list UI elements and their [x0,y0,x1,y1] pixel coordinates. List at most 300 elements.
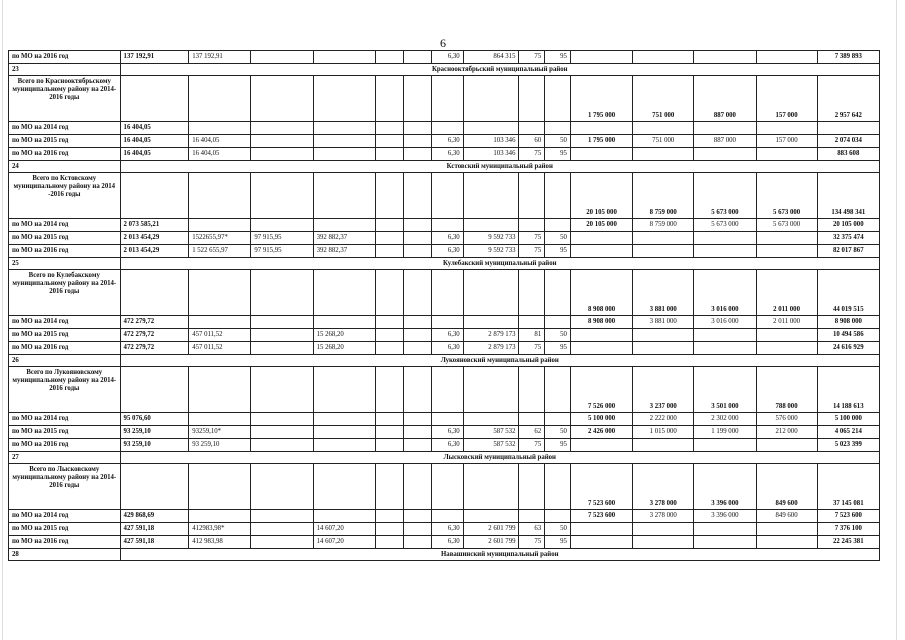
value-cell [756,232,817,245]
value-cell [251,329,313,342]
value-cell: 50 [545,426,571,439]
value-cell [403,316,431,329]
value-cell: 2 073 585,21 [120,219,189,232]
value-cell [313,510,375,523]
value-cell: 6,30 [431,135,463,148]
value-cell [251,219,313,232]
value-cell [120,464,189,510]
value-cell: 849 600 [756,510,817,523]
value-cell [519,270,545,316]
value-cell: 3 501 000 [694,367,756,413]
value-cell: 864 315 [463,51,519,64]
value-cell [570,536,632,549]
section-number: 26 [9,355,121,367]
value-cell [633,342,694,355]
value-cell [431,219,463,232]
value-cell: 1 795 000 [570,135,632,148]
value-cell: 2 013 454,29 [120,245,189,258]
row-total-cell: 24 616 929 [817,342,879,355]
value-cell: 95 076,60 [120,413,189,426]
value-cell [694,342,756,355]
value-cell [694,439,756,452]
value-cell [189,270,251,316]
value-cell: 2 426 000 [570,426,632,439]
value-cell: 5 673 000 [756,219,817,232]
value-cell [545,219,571,232]
value-cell [189,464,251,510]
value-cell: 2 222 000 [633,413,694,426]
value-cell: 95 [545,245,571,258]
section-header-row [9,64,880,76]
value-cell [545,122,571,135]
value-cell [375,232,403,245]
row-label: по МО на 2014 год [9,219,121,232]
value-cell [375,270,403,316]
value-cell: 95 [545,439,571,452]
table-row [9,135,880,148]
section-header-row [9,258,880,270]
table-row [9,148,880,161]
value-cell [545,316,571,329]
value-cell: 75 [519,148,545,161]
value-cell [570,122,632,135]
value-cell: 97 915,95 [251,232,313,245]
value-cell: 1 795 000 [570,76,632,122]
value-cell [633,51,694,64]
value-cell [431,413,463,426]
value-cell: 1 522 655,97 [189,245,251,258]
value-cell: 1 199 000 [694,426,756,439]
value-cell [375,135,403,148]
value-cell [375,148,403,161]
value-cell [120,270,189,316]
row-label: Всего по Кстовскому муниципальному району на 2014 -2016 годы [9,173,121,219]
value-cell: 3 237 000 [633,367,694,413]
value-cell: 5 100 000 [570,413,632,426]
row-label: Всего по Лукояновскому муниципальному району на 2014-2016 годы [9,367,121,413]
value-cell [519,367,545,413]
budget-table [8,50,880,561]
value-cell: 3 016 000 [694,316,756,329]
value-cell: 20 105 000 [570,219,632,232]
value-cell [403,536,431,549]
value-cell: 8 908 000 [570,270,632,316]
value-cell: 62 [519,426,545,439]
value-cell [570,342,632,355]
section-title: Лысковский муниципальный район [120,452,879,464]
value-cell: 7 523 600 [570,510,632,523]
row-total-cell: 37 145 081 [817,464,879,510]
value-cell [694,329,756,342]
value-cell [375,316,403,329]
row-total-cell: 32 375 474 [817,232,879,245]
row-total-cell: 20 105 000 [817,219,879,232]
value-cell: 3 881 000 [633,316,694,329]
value-cell: 75 [519,342,545,355]
value-cell [694,536,756,549]
budget-table-container [8,50,880,561]
row-label: по МО на 2016 год [9,148,121,161]
value-cell: 427 591,18 [120,523,189,536]
value-cell [633,523,694,536]
value-cell [463,367,519,413]
row-label: по МО на 2015 год [9,329,121,342]
value-cell [189,367,251,413]
value-cell [694,148,756,161]
value-cell: 93259,10* [189,426,251,439]
value-cell [403,510,431,523]
value-cell [251,439,313,452]
row-total-cell: 5 023 399 [817,439,879,452]
value-cell: 3 396 000 [694,510,756,523]
value-cell [189,510,251,523]
value-cell [189,122,251,135]
value-cell [189,76,251,122]
value-cell: 3 016 000 [694,270,756,316]
row-total-cell: 134 498 341 [817,173,879,219]
value-cell: 6,30 [431,523,463,536]
value-cell: 50 [545,329,571,342]
table-row [9,51,880,64]
value-cell: 5 673 000 [694,219,756,232]
value-cell [519,413,545,426]
value-cell: 93 259,10 [189,439,251,452]
value-cell [313,135,375,148]
value-cell: 9 592 733 [463,232,519,245]
section-title: Лукояновский муниципальный район [120,355,879,367]
value-cell [633,536,694,549]
row-total-cell [817,122,879,135]
section-title: Кулебакский муниципальный район [120,258,879,270]
value-cell: 587 532 [463,426,519,439]
value-cell [519,464,545,510]
row-label: по МО на 2015 год [9,232,121,245]
value-cell [251,51,313,64]
value-cell [313,439,375,452]
table-row [9,219,880,232]
value-cell [403,523,431,536]
value-cell: 93 259,10 [120,439,189,452]
table-row [9,342,880,355]
value-cell [375,367,403,413]
value-cell [251,270,313,316]
value-cell [694,122,756,135]
value-cell [519,316,545,329]
value-cell [251,367,313,413]
value-cell [313,76,375,122]
value-cell [313,219,375,232]
value-cell: 14 607,20 [313,536,375,549]
table-body [9,51,880,561]
district-total-row [9,464,880,510]
row-label: по МО на 2014 год [9,316,121,329]
value-cell: 427 591,18 [120,536,189,549]
value-cell [431,367,463,413]
value-cell: 412983,98* [189,523,251,536]
value-cell [403,232,431,245]
value-cell [545,413,571,426]
value-cell [375,173,403,219]
district-total-row [9,173,880,219]
value-cell: 751 000 [633,135,694,148]
value-cell [189,413,251,426]
row-total-cell: 2 957 642 [817,76,879,122]
value-cell [431,270,463,316]
value-cell [313,148,375,161]
scan-edge-left [2,0,3,640]
value-cell: 576 000 [756,413,817,426]
value-cell [375,51,403,64]
value-cell [633,329,694,342]
value-cell: 457 011,52 [189,342,251,355]
row-total-cell: 8 908 000 [817,316,879,329]
value-cell [313,173,375,219]
value-cell [403,51,431,64]
value-cell [545,173,571,219]
row-label: по МО на 2015 год [9,523,121,536]
section-header-row [9,355,880,367]
value-cell: 849 600 [756,464,817,510]
table-row [9,510,880,523]
value-cell: 587 532 [463,439,519,452]
value-cell [251,173,313,219]
value-cell [463,122,519,135]
value-cell [375,219,403,232]
value-cell [463,413,519,426]
value-cell [431,76,463,122]
value-cell: 60 [519,135,545,148]
section-number: 27 [9,452,121,464]
value-cell [375,245,403,258]
value-cell [431,122,463,135]
value-cell: 103 346 [463,148,519,161]
value-cell [403,439,431,452]
value-cell [189,316,251,329]
value-cell: 2 879 173 [463,342,519,355]
value-cell: 16 404,05 [120,122,189,135]
section-number: 24 [9,161,121,173]
value-cell [375,439,403,452]
value-cell: 137 192,91 [189,51,251,64]
value-cell: 16 404,05 [120,148,189,161]
value-cell [120,76,189,122]
value-cell [545,510,571,523]
value-cell [756,51,817,64]
value-cell [251,464,313,510]
value-cell [431,173,463,219]
row-label: по МО на 2014 год [9,122,121,135]
value-cell [189,173,251,219]
value-cell: 429 868,69 [120,510,189,523]
value-cell [756,342,817,355]
value-cell: 2 601 799 [463,536,519,549]
value-cell [375,329,403,342]
value-cell: 6,30 [431,342,463,355]
table-row [9,413,880,426]
value-cell [756,245,817,258]
value-cell: 95 [545,536,571,549]
row-total-cell: 7 389 893 [817,51,879,64]
table-row [9,426,880,439]
value-cell [519,510,545,523]
value-cell [463,76,519,122]
value-cell [756,439,817,452]
value-cell [403,148,431,161]
section-header-row [9,161,880,173]
row-label: Всего по Лысковскому муниципальному району на 2014-2016 годы [9,464,121,510]
row-label: Всего по Кулебакскому муниципальному району на 2014-2016 годы [9,270,121,316]
row-label: по МО на 2016 год [9,536,121,549]
value-cell: 8 759 000 [633,173,694,219]
value-cell [375,413,403,426]
row-label: по МО на 2016 год [9,51,121,64]
value-cell: 157 000 [756,76,817,122]
value-cell [463,219,519,232]
value-cell: 97 915,95 [251,245,313,258]
value-cell: 3 278 000 [633,464,694,510]
value-cell: 2 601 799 [463,523,519,536]
value-cell: 7 526 000 [570,367,632,413]
value-cell [545,367,571,413]
value-cell [251,316,313,329]
row-total-cell: 883 608 [817,148,879,161]
value-cell: 75 [519,536,545,549]
value-cell: 16 404,05 [189,135,251,148]
value-cell [375,76,403,122]
value-cell: 1522655,97* [189,232,251,245]
value-cell [694,51,756,64]
value-cell [570,245,632,258]
value-cell [313,270,375,316]
value-cell: 2 011 000 [756,270,817,316]
value-cell [251,426,313,439]
value-cell: 3 278 000 [633,510,694,523]
district-total-row [9,76,880,122]
value-cell [375,342,403,355]
value-cell [633,439,694,452]
row-label: по МО на 2014 год [9,413,121,426]
value-cell [431,510,463,523]
value-cell [403,173,431,219]
value-cell [375,510,403,523]
district-total-row [9,367,880,413]
value-cell: 472 279,72 [120,342,189,355]
value-cell: 8 759 000 [633,219,694,232]
value-cell: 2 011 000 [756,316,817,329]
value-cell: 75 [519,51,545,64]
value-cell [375,464,403,510]
value-cell: 50 [545,523,571,536]
value-cell [251,536,313,549]
value-cell [251,510,313,523]
section-header-row [9,549,880,561]
value-cell [251,122,313,135]
value-cell [403,342,431,355]
row-total-cell: 4 065 214 [817,426,879,439]
section-header-row [9,452,880,464]
value-cell [403,245,431,258]
value-cell: 95 [545,148,571,161]
value-cell: 93 259,10 [120,426,189,439]
value-cell: 16 404,05 [189,148,251,161]
value-cell [313,426,375,439]
value-cell [519,76,545,122]
value-cell [189,219,251,232]
value-cell [403,413,431,426]
value-cell: 95 [545,51,571,64]
section-number: 25 [9,258,121,270]
row-total-cell: 82 017 867 [817,245,879,258]
value-cell: 412 983,98 [189,536,251,549]
value-cell: 6,30 [431,426,463,439]
section-title: Навашинский муниципальный район [120,549,879,561]
value-cell: 16 404,05 [120,135,189,148]
value-cell: 8 908 000 [570,316,632,329]
value-cell: 81 [519,329,545,342]
value-cell: 6,30 [431,329,463,342]
table-row [9,439,880,452]
value-cell [756,536,817,549]
value-cell: 6,30 [431,51,463,64]
value-cell [633,122,694,135]
table-row [9,536,880,549]
value-cell [570,523,632,536]
value-cell: 2 013 454,29 [120,232,189,245]
value-cell: 3 881 000 [633,270,694,316]
value-cell [313,51,375,64]
value-cell: 95 [545,342,571,355]
value-cell [120,173,189,219]
value-cell [403,122,431,135]
value-cell [375,523,403,536]
value-cell: 157 000 [756,135,817,148]
value-cell [313,122,375,135]
value-cell [251,148,313,161]
value-cell: 457 011,52 [189,329,251,342]
value-cell: 472 279,72 [120,329,189,342]
table-row [9,245,880,258]
value-cell [463,464,519,510]
row-label: по МО на 2016 год [9,342,121,355]
value-cell: 63 [519,523,545,536]
section-number: 23 [9,64,121,76]
value-cell: 20 105 000 [570,173,632,219]
value-cell: 9 592 733 [463,245,519,258]
value-cell [633,232,694,245]
value-cell: 5 673 000 [756,173,817,219]
value-cell [375,536,403,549]
row-label: по МО на 2016 год [9,439,121,452]
row-total-cell: 2 074 034 [817,135,879,148]
value-cell [313,464,375,510]
table-row [9,329,880,342]
value-cell [251,135,313,148]
value-cell [570,439,632,452]
value-cell [251,523,313,536]
value-cell [403,270,431,316]
value-cell [375,122,403,135]
value-cell [519,219,545,232]
value-cell [570,329,632,342]
value-cell: 103 346 [463,135,519,148]
value-cell [431,316,463,329]
value-cell: 50 [545,232,571,245]
table-row [9,122,880,135]
value-cell: 75 [519,232,545,245]
value-cell: 6,30 [431,439,463,452]
value-cell: 6,30 [431,148,463,161]
value-cell [251,76,313,122]
